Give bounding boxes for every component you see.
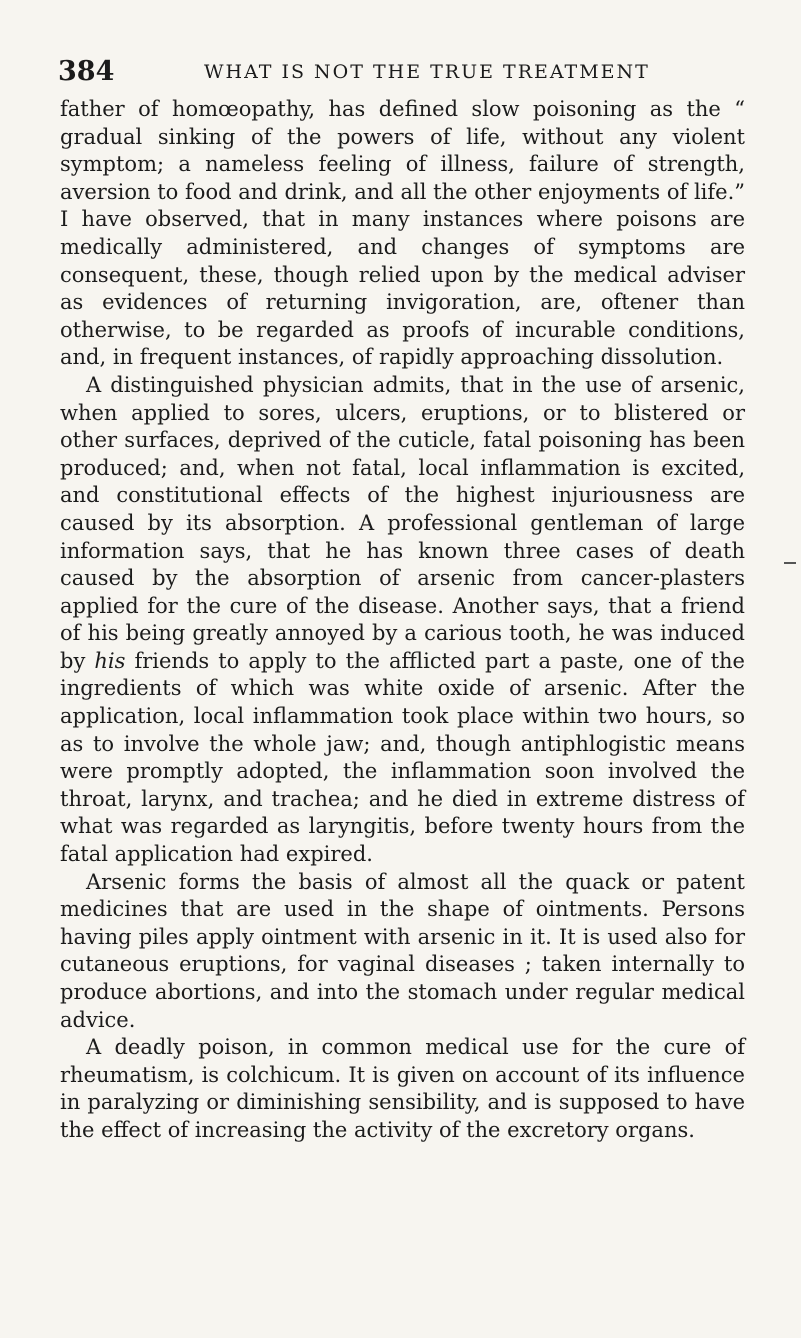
paragraph-2-part-2: friends to apply to the afflicted part a paste, one of the ingredients of which was white oxide of arsenic. After the application, local inflammation took place within two hours, so as to involve the whole jaw; and, though antiphlogistic means were promptly adopted, the inflammation soon involved the throat, larynx, and trachea; and he died in extreme distress of what was regarded as laryngitis, before twenty hours from the fatal application had expired. [60, 648, 745, 867]
paragraph-2-part-1: A distinguished physician admits, that in the use of arsenic, when applied to sores, ulcers, eruptions, or to blistered or other surfaces, deprived of the cuticle, fatal poisoning has been produced; and, when not fatal, local inflammation is excited, and constitutional effects of the highest injuriousness are caused by its absorption. A professional gentleman of large information says, that he has known three cases of death caused by the absorption of arsenic from cancer-plasters applied for the cure of the disease. Another says, that a friend of his being greatly annoyed by a carious tooth, he was induced by [60, 372, 745, 673]
page-header [58, 56, 758, 86]
body-text [60, 96, 745, 1145]
page-number: 384 [58, 56, 115, 87]
paragraph-2 [60, 372, 745, 869]
paragraph-1: father of homœopathy, has defined slow poisoning as the “ gradual sinking of the powers of life, without any violent symptom; a nameless feeling of illness, failure of strength, aversion to food and drink, and all the other enjoyments of life.” I have observed, that in many instances where poisons are medically administered, and changes of symptoms are consequent, these, though relied upon by the medical adviser as evidences of returning invigoration, are, oftener than otherwise, to be regarded as proofs of incurable conditions, and, in frequent instances, of rapidly approaching dissolution. [60, 97, 745, 370]
margin-mark [784, 562, 796, 564]
paragraph-4: A deadly poison, in common medical use for the cure of rheumatism, is colchicum. It is given on account of its influence in paralyzing or diminishing sensibility, and is supposed to have the effect of increasing the activity of the excretory organs. [60, 1035, 745, 1142]
paragraph-3: Arsenic forms the basis of almost all the quack or patent medicines that are used in the shape of ointments. Persons having piles apply ointment with arsenic in it. It is used also for cutaneous eruptions, for vaginal diseases ; taken internally to produce abortions, and into the stomach under regular medical advice. [60, 869, 745, 1032]
running-title: WHAT IS NOT THE TRUE TREATMENT [204, 61, 650, 83]
italic-word: his [94, 648, 126, 673]
